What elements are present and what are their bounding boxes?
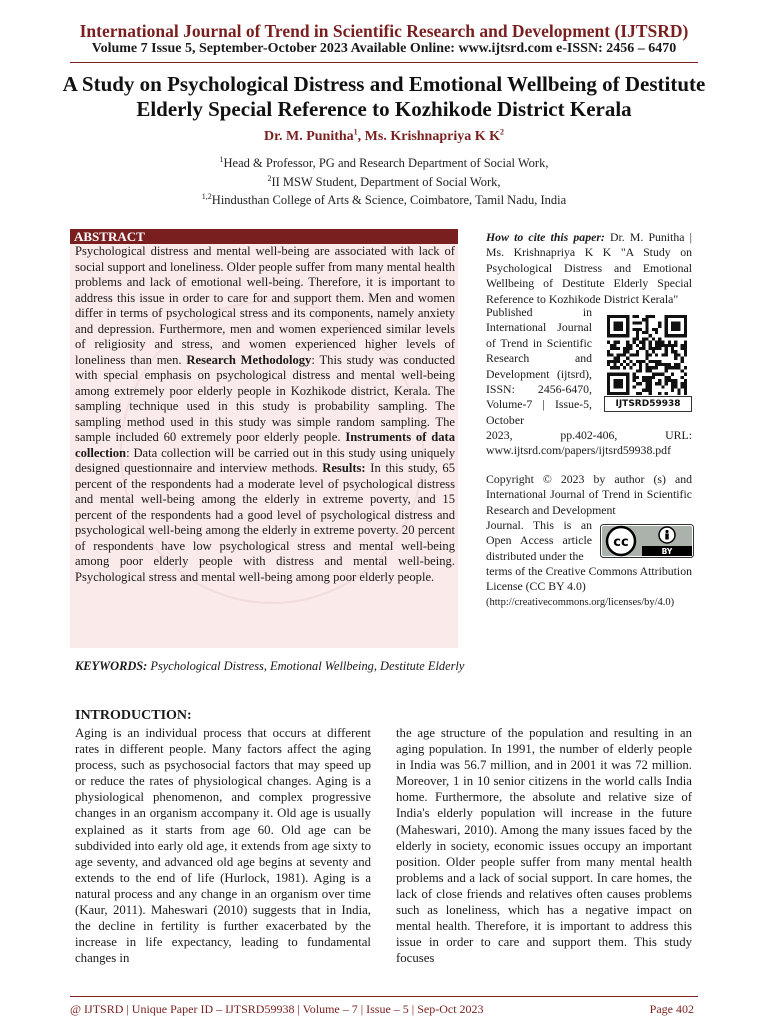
introduction-right-column: the age structure of the population and resulting in an aging population. In 1991, the number of elderly people in India was 56.7 million, and in 2001 it was 72 million. Moreover, 1 in 10 senior citizens in the world calls India home. Furthermore, the absolute and relative size of India's elderly population will increase in the future (Maheswari, 2010). Among the many issues faced by the elderly in society, economic issues occupy an important position. Older people suffer from many mental health problems and a lack of social support. In care homes, the lack of close friends and relatives often causes problems such as loneliness, which has a negative impact on mental health. Therefore, it is important to address this issue in order to care and support them. This study focuses xyxy=(396,726,692,966)
citation-block: How to cite this paper: Dr. M. Punitha | Ms. Krishnapriya K K "A Study on Psychological Distress and Emotional Wellbeing of Destitute Elderly Special Reference to Kozhikode District Kerala" xyxy=(486,230,692,306)
affiliation-3: $^{1,2}$Hindusthan College of Arts & Science, Coimbatore, Tamil Nadu, India xyxy=(201,191,567,207)
creative-commons-by-icon xyxy=(600,524,694,558)
abstract-heading: ABSTRACT xyxy=(70,229,458,244)
author-line: Dr. M. Punitha$^1$, Ms. Krishnapriya K $K^2$ xyxy=(263,127,505,144)
author-2: Ms. Krishnapriya K K xyxy=(364,129,501,144)
citation-published: Published in International Journal of Trend in Scientific Research and Development (ijtsrd), ISSN: 2456-6470, Volume-7 | Issue-5, October xyxy=(486,305,592,427)
license-notice: Journal. This is an Open Access article distributed under the xyxy=(486,518,592,563)
paper-title: A Study on Psychological Distress and Emotional Wellbeing of Destitute Elderly Special Reference to Kozhikode District Kerala xyxy=(62,72,706,121)
affiliation-1: $^1$Head & Professor, PG and Research Department of Social Work, xyxy=(219,154,549,170)
svg-text:BY: BY xyxy=(661,547,673,556)
header-divider xyxy=(70,62,698,63)
svg-text:cc: cc xyxy=(613,535,629,550)
introduction-heading: INTRODUCTION: xyxy=(75,708,192,723)
abstract-body: Psychological distress and mental well-being are associated with lack of social support and loneliness. Older people suffer from many mental health problems and lack of emotional well-being. Therefore, it is important to address this issue in order to care for and support them. Men and women differ in terms of psychological stress and its components, namely anxiety and depression. Furthermore, men and women experienced similar levels of religiosity and stress, and women experienced higher levels of loneliness than men. Research Methodology: This study was conducted with special emphasis on psychological distress and mental well-being among extremely poor elderly people in Kozhikode district, Kerala. The sampling technique used in this study is probability sampling. The sampling method used in this study was simple random sampling. The sample included 60 extremely poor elderly people. Instruments of data collection: Data collection will be carried out in this study using uniquely designed questionnaire and interview methods. Results: In this study, 65 percent of the respondents had a moderate level of psychological distress and mental well-being among the elderly in extreme poverty, and 15 percent of the respondents had a good level of psychological distress and psychological well-being among the elderly in extreme poverty. 20 percent of respondents have low psychological stress and mental well-being among poor elderly people with distress and mental well-being. Psychological stress and mental well-being among poor elderly people. xyxy=(75,244,455,584)
issue-line: Volume 7 Issue 5, September-October 2023 Available Online: www.ijtsrd.com e-ISSN: 2456 – 6470 xyxy=(91,41,677,56)
research-methodology-label: Research Methodology xyxy=(186,352,312,367)
page-number: Page 402 xyxy=(649,1002,694,1016)
journal-name: International Journal of Trend in Scientific Research and Development (IJTSRD) xyxy=(79,21,689,41)
instruments-label: Instruments of data collection xyxy=(75,430,455,460)
paper-id-label: IJTSRD59938 xyxy=(604,396,692,412)
license-terms: terms of the Creative Commons Attribution License (CC BY 4.0) xyxy=(486,564,692,594)
introduction-left-column: Aging is an individual process that occurs at different rates in different people. Many factors affect the aging process, such as psychosocial factors that may speed up or reduce the rates of physiological changes. Aging is a physiological phenomenon, and complex progressive changes in an organism accompany it. Old age is usually explained as it starts from age 60. Old age can be subdivided into early old age, it extends from age sixty to age seventy, and advanced old age begins at seventy and extends to the end of life (Hurlock, 1981). Aging is a natural process and any change in an organism over time (Kaur, 2011). Maheswari (2010) suggests that in India, the decline in fertility is further exacerbated by the increase in life expectancy, leading to fundamental changes in xyxy=(75,726,371,966)
citation-url[interactable]: 2023, pp.402-406, URL: www.ijtsrd.com/papers/ijtsrd59938.pdf xyxy=(486,428,692,458)
keywords-line: KEYWORDS: Psychological Distress, Emotional Wellbeing, Destitute Elderly xyxy=(75,659,465,673)
affiliation-2: $^2$II MSW Student, Department of Social Work, xyxy=(267,173,501,189)
qr-code-icon xyxy=(607,315,687,395)
results-label: Results: xyxy=(322,461,366,475)
copyright-notice: Copyright © 2023 by author (s) and International Journal of Trend in Scientific Research and Development xyxy=(486,472,692,517)
author-1: Dr. M. Punitha xyxy=(263,129,354,144)
license-url[interactable]: (http://creativecommons.org/licenses/by/4.0) xyxy=(486,597,675,608)
page-footer xyxy=(70,1001,698,1017)
footer-info: @ IJTSRD | Unique Paper ID – IJTSRD59938 | Volume – 7 | Issue – 5 | Sep-Oct 2023 xyxy=(70,1002,484,1016)
footer-divider xyxy=(70,996,698,997)
